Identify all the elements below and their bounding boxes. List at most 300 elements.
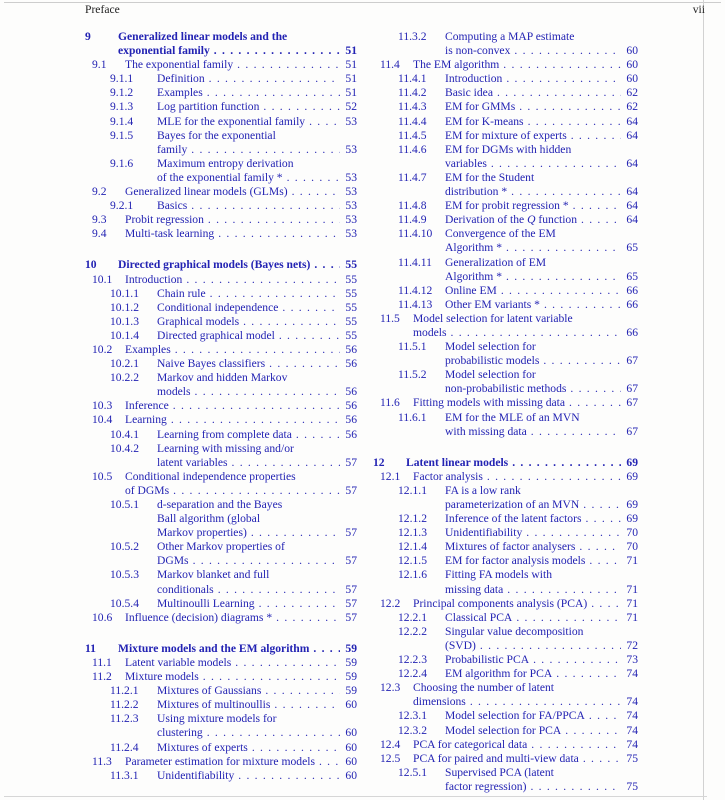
toc-entry-11.3 [85, 755, 357, 769]
page-number: 74 [626, 695, 638, 709]
entry-title [157, 540, 357, 568]
toc-entry-10.5.2 [85, 540, 357, 568]
entry-title [445, 171, 638, 199]
page-number: 75 [626, 751, 638, 765]
page-number: 52 [345, 100, 357, 114]
page-edge-line-right [703, 0, 704, 800]
page-number: 69 [626, 512, 638, 526]
page-number: 59 [345, 684, 357, 698]
entry-title-line: of the exponential family * [157, 170, 283, 184]
toc-entry-12.1.5 [373, 554, 638, 568]
dot-leader [169, 399, 340, 413]
dot-leader [239, 315, 340, 329]
toc-entry-12.1.3 [373, 526, 638, 540]
running-header [85, 3, 705, 16]
toc-entry-11.2.1 [85, 684, 357, 698]
entry-title [157, 129, 357, 157]
dot-leader [231, 656, 340, 670]
entry-number: 11.4.13 [398, 297, 433, 311]
page-number: 53 [345, 227, 357, 241]
entry-title-line: Other Markov properties of [157, 540, 285, 554]
dot-leader [585, 709, 621, 723]
entry-number: 10.1.2 [110, 300, 139, 314]
toc-entry-10.6 [85, 611, 357, 625]
entry-title [413, 396, 638, 410]
entry-title-line: Learning with missing and/or [157, 441, 294, 455]
entry-title-line: Learning [125, 413, 167, 427]
dot-leader [167, 413, 340, 427]
toc-entry-11.4.4 [373, 115, 638, 129]
dot-leader [169, 484, 340, 498]
toc-entry-9.2 [85, 185, 357, 199]
entry-title-line: Learning from complete data [157, 427, 292, 441]
entry-title [125, 213, 357, 227]
entry-number: 9.3 [92, 213, 107, 227]
dot-leader [529, 653, 621, 667]
toc-entry-11.1 [85, 656, 357, 670]
page-number: 71 [626, 554, 638, 568]
entry-title-line: Mixtures of Gaussians [157, 684, 262, 698]
entry-title-line: Mixture models and the EM algorithm [118, 641, 310, 655]
entry-title [413, 597, 638, 611]
toc-entry-10.1 [85, 273, 357, 287]
dot-leader [205, 72, 340, 86]
entry-number: 11.4.9 [398, 213, 427, 227]
entry-number: 11.2 [92, 670, 112, 684]
entry-title [445, 653, 638, 667]
entry-title [413, 58, 638, 72]
page-number: 64 [626, 156, 638, 170]
toc-entry-10.5.4 [85, 597, 357, 611]
entry-number: 12.1.1 [398, 483, 427, 497]
entry-title-line: Model selection for latent variable [413, 311, 573, 325]
entry-title-line: Singular value decomposition [445, 624, 584, 638]
dot-leader [524, 115, 621, 129]
entry-title-line: Computing a MAP estimate [445, 30, 575, 43]
toc-entry-10.2 [85, 343, 357, 357]
entry-title-line: Directed graphical models (Bayes nets) [118, 258, 311, 272]
entry-title-line: Generalization of EM [445, 255, 547, 269]
entry-number: 12.2 [380, 596, 401, 610]
toc-entry-10.5.1 [85, 498, 357, 540]
entry-number: 11.4.1 [398, 72, 427, 86]
page-number: 55 [345, 328, 357, 342]
page-number: 74 [626, 737, 638, 751]
dot-leader [527, 738, 621, 752]
entry-number: 9.1.3 [110, 100, 134, 114]
entry-title-line: (SVD) [445, 638, 476, 652]
entry-title-line: Bayes for the exponential [157, 128, 276, 142]
entry-title-line: Convergence of the EM [445, 227, 556, 241]
entry-title-line: Model selection for PCA [445, 723, 562, 737]
toc-entry-9.4 [85, 227, 357, 241]
entry-title-line: Latent variable models [125, 655, 232, 669]
toc-entry-9.1.5 [85, 129, 357, 157]
toc-entry-11.2.3 [85, 712, 357, 740]
entry-title-line: PCA for paired and multi-view data [413, 751, 579, 765]
dot-leader [261, 684, 340, 698]
entry-title [413, 312, 638, 340]
dot-leader [507, 185, 621, 199]
page-number: 59 [345, 655, 357, 669]
page-number: 71 [626, 610, 638, 624]
entry-title [406, 456, 638, 470]
dot-leader [292, 428, 340, 442]
entry-title-line: Maximum entropy derivation [157, 156, 294, 170]
entry-title [445, 766, 638, 794]
page-number: 66 [626, 283, 638, 297]
entry-title [445, 411, 638, 439]
entry-title-line: Generalized linear models and the [118, 30, 288, 43]
entry-title-line: Principal components analysis (PCA) [413, 596, 588, 610]
entry-number: 10.6 [92, 610, 113, 624]
page-number: 53 [345, 170, 357, 184]
entry-number: 9.1 [92, 58, 107, 72]
entry-title [445, 30, 638, 58]
entry-title-line: Conditional independence properties [125, 469, 296, 483]
entry-title [413, 752, 638, 766]
toc-entry-10.1.3 [85, 315, 357, 329]
page-number: 72 [626, 638, 638, 652]
dot-leader [497, 284, 621, 298]
toc-entry-11.5.2 [373, 368, 638, 396]
entry-title-line: distribution * [445, 185, 508, 199]
entry-title [157, 698, 357, 712]
entry-title-line: Choosing the number of latent [413, 681, 555, 695]
toc-entry-11.4.6 [373, 143, 638, 171]
dot-leader [587, 597, 621, 611]
entry-title-line: Chain rule [157, 286, 206, 300]
entry-number: 11.6.1 [398, 410, 427, 424]
dot-leader [309, 642, 340, 656]
toc-entry-11.2.4 [85, 741, 357, 755]
toc-entry-11.4.10 [373, 227, 638, 255]
dot-leader [272, 611, 340, 625]
page-number: 64 [626, 128, 638, 142]
entry-title [157, 741, 357, 755]
entry-title [445, 709, 638, 723]
entry-number: 10.5 [92, 469, 113, 483]
entry-number: 11.3.1 [110, 768, 139, 782]
entry-title-line: EM for the MLE of an MVN [445, 410, 580, 424]
toc-entry-12.4 [373, 738, 638, 752]
entry-title-line: EM for mixture of experts [445, 128, 567, 142]
toc-entry-11.4.2 [373, 86, 638, 100]
dot-leader [248, 741, 340, 755]
toc-entry-12.1.1 [373, 484, 638, 512]
dot-leader [265, 357, 340, 371]
dot-leader [310, 258, 340, 272]
entry-number: 11.3 [92, 754, 112, 768]
dot-leader [187, 143, 340, 157]
entry-number: 12.1.6 [398, 568, 427, 582]
entry-title [445, 213, 638, 227]
dot-leader [270, 698, 340, 712]
page-number: 57 [345, 455, 357, 469]
dot-leader [233, 58, 340, 72]
toc-column-left [85, 30, 357, 783]
page-number: 71 [626, 582, 638, 596]
page-number: 60 [626, 72, 638, 86]
entry-title [445, 340, 638, 368]
entry-title [125, 273, 357, 287]
entry-number: 11.4.2 [398, 86, 427, 100]
entry-title [125, 343, 357, 357]
dot-leader [579, 498, 621, 512]
entry-number: 10.1 [92, 272, 113, 286]
entry-number: 11.5 [380, 311, 400, 325]
entry-title [125, 656, 357, 670]
dot-leader [585, 554, 621, 568]
entry-title-line: EM for K-means [445, 114, 524, 128]
toc-entry-12.3 [373, 681, 638, 709]
toc-entry-11.4.5 [373, 129, 638, 143]
entry-number: 11.4.4 [398, 114, 427, 128]
entry-title [157, 86, 357, 100]
entry-number: 11.4 [380, 58, 400, 72]
dot-leader [565, 396, 621, 410]
toc-entry-10.2.2 [85, 371, 357, 399]
dot-leader [171, 343, 340, 357]
dot-leader [191, 385, 341, 399]
page-number: 73 [626, 653, 638, 667]
entry-title-line: missing data [445, 582, 504, 596]
entry-title-line: latent variables [157, 455, 228, 469]
page-number: 55 [345, 272, 357, 286]
dot-leader [493, 86, 621, 100]
dot-leader [247, 526, 340, 540]
page-number: 59 [345, 641, 357, 655]
entry-title [118, 30, 357, 58]
dot-leader [502, 72, 621, 86]
entry-title-line: Unidentifiability [445, 526, 523, 540]
entry-title-line: EM for factor analysis models [445, 554, 586, 568]
entry-title-line: non-probabilistic methods [445, 382, 567, 396]
page-number: 62 [626, 100, 638, 114]
entry-title-line: Basics [157, 199, 188, 213]
entry-number: 11.6 [380, 396, 400, 410]
page-number: 66 [626, 325, 638, 339]
toc-entry-12.2.4 [373, 667, 638, 681]
entry-number: 12 [373, 455, 385, 469]
page-number: 51 [345, 44, 357, 58]
entry-title-line: Fitting models with missing data [413, 396, 566, 410]
entry-title [445, 115, 638, 129]
entry-title [445, 625, 638, 653]
entry-title-line: Log partition function [157, 100, 260, 114]
entry-title [125, 611, 357, 625]
entry-title-line: Algorithm * [445, 269, 503, 283]
page-number: 56 [345, 399, 357, 413]
dot-leader [255, 597, 340, 611]
entry-number: 10.4 [92, 413, 113, 427]
entry-title-line: exponential family [118, 44, 210, 58]
toc-entry-12.1.6 [373, 568, 638, 596]
dot-leader [187, 199, 340, 213]
entry-title-line: Algorithm * [445, 241, 503, 255]
entry-title [157, 199, 357, 213]
page-number: 55 [345, 286, 357, 300]
entry-title-line: Inference [125, 399, 169, 413]
dot-leader [189, 554, 340, 568]
toc-entry-9.1.4 [85, 115, 357, 129]
page-edge-line-bottom [4, 796, 707, 797]
entry-title [445, 284, 638, 298]
entry-number: 10.1.3 [110, 314, 139, 328]
entry-title [445, 256, 638, 284]
entry-title [413, 738, 638, 752]
dot-leader [503, 583, 621, 597]
dot-leader [203, 86, 340, 100]
dot-leader [566, 382, 621, 396]
dot-leader [228, 456, 341, 470]
dot-leader [278, 301, 340, 315]
page-number: 56 [345, 427, 357, 441]
entry-title-line: Graphical models [157, 314, 240, 328]
entry-title [157, 498, 357, 540]
entry-number: 12.3 [380, 681, 401, 695]
entry-title-line: Examples [125, 342, 171, 356]
entry-number: 11.4.12 [398, 283, 433, 297]
page-number: 65 [626, 241, 638, 255]
toc-entry-9.1.1 [85, 72, 357, 86]
entry-number: 12.1.5 [398, 554, 427, 568]
entry-title [445, 368, 638, 396]
entry-title-line: EM for the Student [445, 170, 535, 184]
entry-title [445, 72, 638, 86]
page-number: 70 [626, 526, 638, 540]
page-number: 57 [345, 554, 357, 568]
entry-number: 11.3.2 [398, 30, 427, 43]
entry-title-line: with missing data [445, 424, 527, 438]
entry-title [157, 357, 357, 371]
dot-leader [575, 540, 621, 554]
page-number: 60 [345, 740, 357, 754]
entry-title-line: is non-convex [445, 44, 511, 58]
toc-entry-9.1.2 [85, 86, 357, 100]
toc-entry-9.1 [85, 58, 357, 72]
entry-title-line: Basic idea [445, 86, 493, 100]
entry-number: 11.5.2 [398, 368, 427, 382]
page-number: 70 [626, 540, 638, 554]
entry-title-line: models [157, 385, 191, 399]
entry-title [157, 115, 357, 129]
entry-number: 10.4.1 [110, 427, 139, 441]
page-number: 56 [345, 413, 357, 427]
page-number: 60 [626, 58, 638, 72]
entry-number: 12.2.2 [398, 624, 427, 638]
entry-title [125, 58, 357, 72]
entry-title-line: MLE for the exponential family [157, 114, 306, 128]
toc-entry-12.2.2 [373, 625, 638, 653]
toc-entry-12 [373, 456, 638, 470]
entry-number: 11.1 [92, 655, 112, 669]
entry-title [445, 611, 638, 625]
entry-title [445, 86, 638, 100]
page-number: 51 [345, 58, 357, 72]
dot-leader [288, 185, 340, 199]
toc-entry-11.4.13 [373, 298, 638, 312]
toc-entry-11.4.8 [373, 199, 638, 213]
entry-title [445, 667, 638, 681]
entry-title-line: Introduction [445, 72, 503, 86]
entry-title-line: Unidentifiability [157, 768, 235, 782]
toc-entry-11.6 [373, 396, 638, 410]
page-number: 64 [626, 185, 638, 199]
entry-title-line: Supervised PCA (latent [445, 765, 554, 779]
entry-title [157, 684, 357, 698]
dot-leader [305, 115, 340, 129]
toc-entry-11.4.1 [373, 72, 638, 86]
entry-title [157, 428, 357, 442]
entry-title [157, 769, 357, 783]
entry-number: 12.2.4 [398, 667, 427, 681]
entry-title-line: d-separation and the Bayes [157, 498, 283, 511]
entry-number: 10.1.4 [110, 328, 139, 342]
page-number: 57 [345, 526, 357, 540]
dot-leader [502, 241, 621, 255]
entry-title-line: Parameter estimation for mixture models [125, 754, 315, 768]
entry-title-line: Latent linear models [406, 455, 509, 469]
entry-title-line: probabilistic models [445, 354, 540, 368]
entry-number: 9.1.2 [110, 86, 134, 100]
toc-entry-11.4.9 [373, 213, 638, 227]
dot-leader [539, 354, 621, 368]
entry-title-line: Inference of the latent factors [445, 512, 582, 526]
math-symbol: Q [527, 213, 536, 227]
entry-title [445, 298, 638, 312]
entry-title [413, 681, 638, 709]
page-number: 69 [626, 455, 638, 469]
entry-number: 11.2.1 [110, 684, 139, 698]
toc-entry-11.2.2 [85, 698, 357, 712]
entry-title-line: Definition [157, 72, 205, 86]
entry-number: 9.1.6 [110, 156, 134, 170]
page-number: 69 [626, 469, 638, 483]
page-number: 67 [626, 396, 638, 410]
entry-title [157, 157, 357, 185]
entry-title-line: The EM algorithm [413, 58, 500, 72]
entry-title-line: Markov blanket and full [157, 568, 270, 582]
entry-number: 11.2.3 [110, 712, 139, 726]
entry-title [445, 512, 638, 526]
page-number: 51 [345, 86, 357, 100]
entry-title-line: Conditional independence [157, 300, 279, 314]
dot-leader [512, 611, 621, 625]
page-number: 69 [626, 498, 638, 511]
toc-entry-12.1.4 [373, 540, 638, 554]
page-number: 62 [626, 86, 638, 100]
entry-title-line: Ball algorithm (global [157, 512, 261, 526]
dot-leader [210, 44, 340, 58]
entry-number: 11.5.1 [398, 340, 427, 354]
entry-number: 11.2.2 [110, 698, 139, 712]
entry-title-line: Naive Bayes classifiers [157, 357, 266, 371]
page-number: 64 [626, 199, 638, 213]
entry-title [157, 597, 357, 611]
dot-leader [577, 213, 621, 227]
entry-title-line: Influence (decision) diagrams * [125, 610, 273, 624]
entry-number: 10.5.1 [110, 498, 139, 511]
entry-number: 11.4.10 [398, 227, 433, 241]
entry-title [157, 301, 357, 315]
entry-number: 12.3.1 [398, 709, 427, 723]
entry-title-line: Markov properties) [157, 526, 247, 540]
entry-number: 9.2.1 [110, 199, 134, 213]
entry-title [125, 755, 357, 769]
page-number: 57 [345, 582, 357, 596]
toc-entry-10.5.3 [85, 568, 357, 596]
